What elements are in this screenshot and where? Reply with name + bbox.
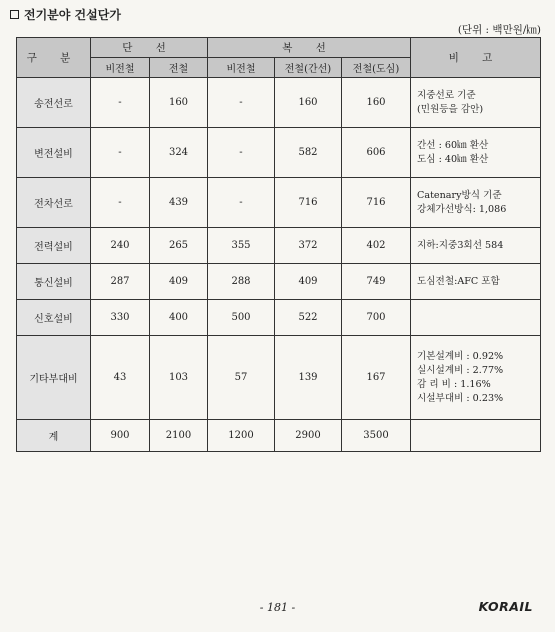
- value-cell: 522: [275, 300, 342, 336]
- row-label: 신호설비: [17, 300, 91, 336]
- value-cell: 900: [91, 420, 150, 452]
- value-cell: 372: [275, 228, 342, 264]
- subheader-cell: 전철: [150, 58, 208, 78]
- remark-line: 도심 : 40㎞ 환산: [417, 153, 489, 165]
- row-label: 계: [17, 420, 91, 452]
- remark-line: (민원등을 감안): [417, 103, 484, 115]
- value-cell: 139: [275, 336, 342, 420]
- remark-line: Catenary방식 기준: [417, 189, 502, 201]
- value-cell: 240: [91, 228, 150, 264]
- header-double-track: 복 선: [208, 38, 411, 58]
- value-cell: 324: [150, 128, 208, 178]
- row-label: 기타부대비: [17, 336, 91, 420]
- table-row: [17, 420, 541, 452]
- remark-cell: [411, 128, 541, 178]
- header-row: [17, 38, 541, 58]
- table-row: [17, 228, 541, 264]
- row-label: 전력설비: [17, 228, 91, 264]
- value-cell: -: [91, 78, 150, 128]
- remark-cell: [411, 420, 541, 452]
- table-row: [17, 336, 541, 420]
- value-cell: 167: [342, 336, 411, 420]
- value-cell: -: [208, 78, 275, 128]
- remark-cell: [411, 228, 541, 264]
- value-cell: 330: [91, 300, 150, 336]
- value-cell: 716: [342, 178, 411, 228]
- value-cell: 700: [342, 300, 411, 336]
- remark-line: 기본설계비 : 0.92%: [417, 350, 504, 362]
- table-row: [17, 178, 541, 228]
- value-cell: 43: [91, 336, 150, 420]
- header-remarks: 비 고: [411, 38, 541, 78]
- remark-line: 시설부대비 : 0.23%: [417, 392, 504, 404]
- value-cell: 400: [150, 300, 208, 336]
- value-cell: 439: [150, 178, 208, 228]
- subheader-cell: 전철(도심): [342, 58, 411, 78]
- table-row: [17, 264, 541, 300]
- value-cell: 160: [275, 78, 342, 128]
- row-label: 변전설비: [17, 128, 91, 178]
- remark-cell: [411, 178, 541, 228]
- cost-table: [16, 37, 541, 452]
- value-cell: 287: [91, 264, 150, 300]
- value-cell: 716: [275, 178, 342, 228]
- value-cell: 749: [342, 264, 411, 300]
- value-cell: 160: [150, 78, 208, 128]
- remark-cell: [411, 336, 541, 420]
- value-cell: 57: [208, 336, 275, 420]
- value-cell: 582: [275, 128, 342, 178]
- page-title-text: 전기분야 건설단가: [24, 8, 121, 22]
- value-cell: 1200: [208, 420, 275, 452]
- korail-logo: KORAIL: [478, 599, 533, 614]
- value-cell: 606: [342, 128, 411, 178]
- value-cell: -: [208, 128, 275, 178]
- unit-note: (단위 : 백만원/㎞): [457, 24, 541, 36]
- value-cell: 103: [150, 336, 208, 420]
- remark-line: 감 리 비 : 1.16%: [417, 378, 491, 390]
- value-cell: 409: [150, 264, 208, 300]
- value-cell: 2100: [150, 420, 208, 452]
- remark-cell: [411, 264, 541, 300]
- value-cell: 409: [275, 264, 342, 300]
- value-cell: 3500: [342, 420, 411, 452]
- remark-line: 간선 : 60㎞ 환산: [417, 139, 489, 151]
- checkbox-icon: [10, 10, 19, 19]
- remark-line: 실시설계비 : 2.77%: [417, 364, 504, 376]
- value-cell: 265: [150, 228, 208, 264]
- value-cell: 288: [208, 264, 275, 300]
- value-cell: 500: [208, 300, 275, 336]
- remark-line: 지중선로 기준: [417, 89, 476, 101]
- remark-line: 지하:지중3회선 584: [417, 239, 504, 251]
- value-cell: 402: [342, 228, 411, 264]
- value-cell: -: [91, 178, 150, 228]
- remark-line: 강체가선방식: 1,086: [417, 203, 507, 215]
- table-row: [17, 300, 541, 336]
- remark-line: 도심전철:AFC 포함: [417, 275, 500, 287]
- value-cell: 355: [208, 228, 275, 264]
- subheader-cell: 비전철: [91, 58, 150, 78]
- value-cell: 2900: [275, 420, 342, 452]
- page-title: [10, 6, 121, 23]
- subheader-cell: 비전철: [208, 58, 275, 78]
- remark-cell: [411, 78, 541, 128]
- table-row: [17, 78, 541, 128]
- header-single-track: 단 선: [91, 38, 208, 58]
- subheader-cell: 전철(간선): [275, 58, 342, 78]
- row-label: 송전선로: [17, 78, 91, 128]
- value-cell: -: [208, 178, 275, 228]
- table-row: [17, 128, 541, 178]
- page-number: - 181 -: [259, 601, 296, 614]
- row-label: 통신설비: [17, 264, 91, 300]
- remark-cell: [411, 300, 541, 336]
- header-category: 구 분: [17, 38, 91, 78]
- row-label: 전차선로: [17, 178, 91, 228]
- value-cell: 160: [342, 78, 411, 128]
- value-cell: -: [91, 128, 150, 178]
